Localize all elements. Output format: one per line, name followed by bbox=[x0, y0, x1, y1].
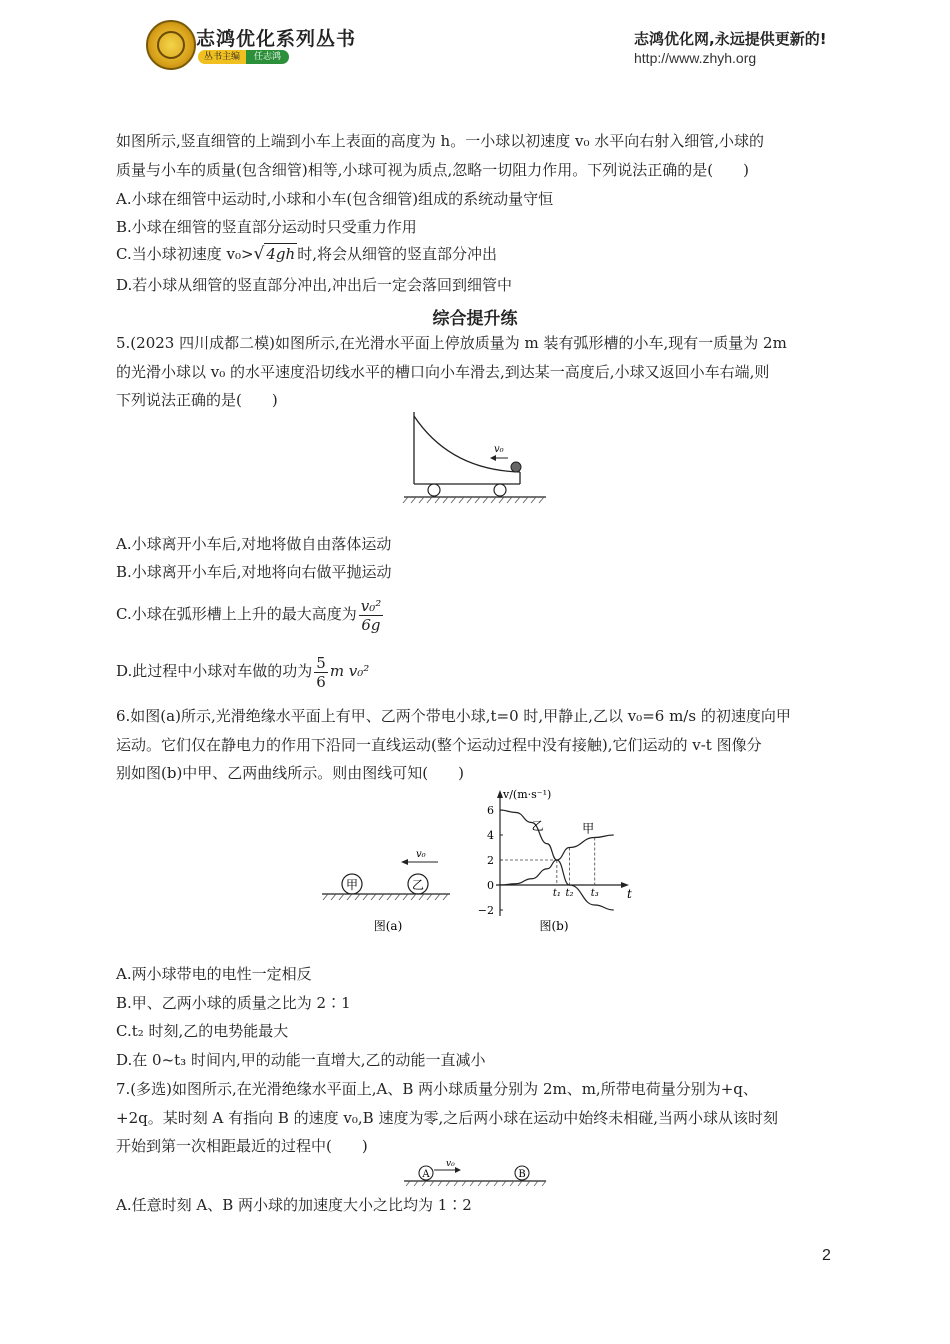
y-tick-label: 0 bbox=[487, 879, 494, 892]
q4-stem-line2: 质量与小车的质量(包含细管)相等,小球可视为质点,忽略一切阻力作用。下列说法正确的是( ) bbox=[116, 161, 749, 179]
q6-stem-line3: 别如图(b)中甲、乙两曲线所示。则由图线可知( ) bbox=[116, 764, 465, 782]
q7-option-a: A.任意时刻 A、B 两小球的加速度大小之比均为 1∶2 bbox=[116, 1196, 472, 1214]
q6-stem-line2: 运动。它们仅在静电力的作用下沿同一直线运动(整个运动过程中没有接触),它们运动的 v-t 图像分 bbox=[116, 736, 762, 754]
q7-stem-line1: 7.(多选)如图所示,在光滑绝缘水平面上,A、B 两小球质量分别为 2m、m,所带电荷量分别为+q、 bbox=[116, 1080, 758, 1098]
page-header bbox=[0, 0, 950, 90]
y-tick-label: 2 bbox=[487, 854, 494, 867]
q4-stem-line1: 如图所示,竖直细管的上端到小车上表面的高度为 h。一小球以初速度 v₀ 水平向右射入细管,小球的 bbox=[116, 132, 764, 150]
x-tick-label: t₃ bbox=[590, 888, 599, 899]
vt-chart bbox=[470, 782, 640, 938]
series-label-yi: 乙 bbox=[531, 819, 544, 833]
page-number: 2 bbox=[822, 1247, 831, 1264]
q5-option-d: D.此过程中小球对车做的功为 $\frac{5}{6}$ m v₀² bbox=[116, 653, 370, 691]
q4-option-d: D.若小球从细管的竖直部分冲出,冲出后一定会落回到细管中 bbox=[116, 276, 513, 294]
fraction-v0sq-over-6g: $\frac{\text{v₀²}}{6g}$ bbox=[360, 596, 382, 634]
publisher-logo bbox=[146, 20, 196, 70]
site-url[interactable]: http://www.zhyh.org bbox=[634, 50, 757, 66]
y-tick-label: −2 bbox=[477, 904, 494, 917]
q4-option-b: B.小球在细管的竖直部分运动时只受重力作用 bbox=[116, 218, 417, 236]
series-editor-badge bbox=[198, 50, 289, 64]
section-title: 综合提升练 bbox=[432, 309, 518, 329]
q6-option-c: C.t₂ 时刻,乙的电势能最大 bbox=[116, 1022, 289, 1040]
y-tick-label: 4 bbox=[487, 829, 494, 842]
q4-option-a: A.小球在细管中运动时,小球和小车(包含细管)组成的系统动量守恒 bbox=[116, 190, 554, 208]
q6-figure-a bbox=[318, 840, 458, 940]
q5-option-c: C.小球在弧形槽上上升的最大高度为 $\frac{\text{v₀²}}{6g}$ bbox=[116, 596, 382, 634]
site-slogan: 志鸿优化网,永远提供更新的! bbox=[634, 30, 827, 48]
v0-label-a: v₀ bbox=[416, 849, 426, 860]
q7-stem-line3: 开始到第一次相距最近的过程中( ) bbox=[116, 1137, 368, 1155]
q6-stem-line1: 6.如图(a)所示,光滑绝缘水平面上有甲、乙两个带电小球,t=0 时,甲静止,乙以 v₀=6 m/s 的初速度向甲 bbox=[116, 707, 791, 725]
q6-option-b: B.甲、乙两小球的质量之比为 2∶1 bbox=[116, 994, 351, 1012]
cart-wheel-left bbox=[428, 484, 440, 496]
ball-yi-label: 乙 bbox=[411, 878, 425, 892]
x-axis-label: t bbox=[627, 887, 632, 901]
series-label-jia: 甲 bbox=[582, 821, 595, 836]
q5-option-b: B.小球离开小车后,对地将向右做平抛运动 bbox=[116, 563, 392, 581]
ball-b-label: B bbox=[518, 1169, 526, 1180]
y-axis-label: v/(m·s⁻¹) bbox=[503, 788, 552, 801]
figure-a-caption: 图(a) bbox=[373, 919, 403, 933]
small-ball bbox=[511, 462, 521, 472]
editor-label: 丛书主编 bbox=[198, 50, 246, 64]
editor-name: 任志鸿 bbox=[246, 50, 289, 64]
v0-label: v₀ bbox=[494, 444, 504, 455]
q5-stem-line2: 的光滑小球以 v₀ 的水平速度沿切线水平的槽口向小车滑去,到达某一高度后,小球又返回小车右端,则 bbox=[116, 363, 770, 381]
q5-stem-line3: 下列说法正确的是( ) bbox=[116, 391, 278, 409]
q5-stem-line1: 5.(2023 四川成都二模)如图所示,在光滑水平面上停放质量为 m 装有弧形槽的小车,现有一质量为 2m bbox=[116, 334, 787, 352]
q6-option-d: D.在 0~t₃ 时间内,甲的动能一直增大,乙的动能一直减小 bbox=[116, 1051, 486, 1069]
figure-b-caption: 图(b) bbox=[539, 919, 569, 933]
q7-figure bbox=[402, 1156, 548, 1188]
fraction-5-over-6: $\frac{5}{6}$ bbox=[316, 653, 326, 691]
v0-label-q7: v₀ bbox=[446, 1159, 455, 1169]
x-tick-label: t₁ bbox=[552, 888, 561, 899]
series-title: 志鸿优化系列丛书 bbox=[196, 28, 357, 50]
ball-a-label: A bbox=[422, 1169, 430, 1180]
q6-option-a: A.两小球带电的电性一定相反 bbox=[116, 965, 312, 983]
x-tick-label: t₂ bbox=[565, 888, 574, 899]
y-tick-label: 6 bbox=[487, 804, 494, 817]
q4-option-c: C.当小球初速度 v₀>√ 4gh 时,将会从细管的竖直部分冲出 bbox=[116, 244, 497, 264]
sqrt-4gh: 4gh bbox=[266, 245, 296, 263]
cart-wheel-right bbox=[494, 484, 506, 496]
q5-cart-figure bbox=[400, 410, 550, 505]
q7-stem-line2: +2q。某时刻 A 有指向 B 的速度 v₀,B 速度为零,之后两小球在运动中始终未相碰,当两小球从该时刻 bbox=[116, 1109, 778, 1127]
ball-jia-label: 甲 bbox=[345, 878, 359, 892]
q5-option-a: A.小球离开小车后,对地将做自由落体运动 bbox=[116, 535, 392, 553]
